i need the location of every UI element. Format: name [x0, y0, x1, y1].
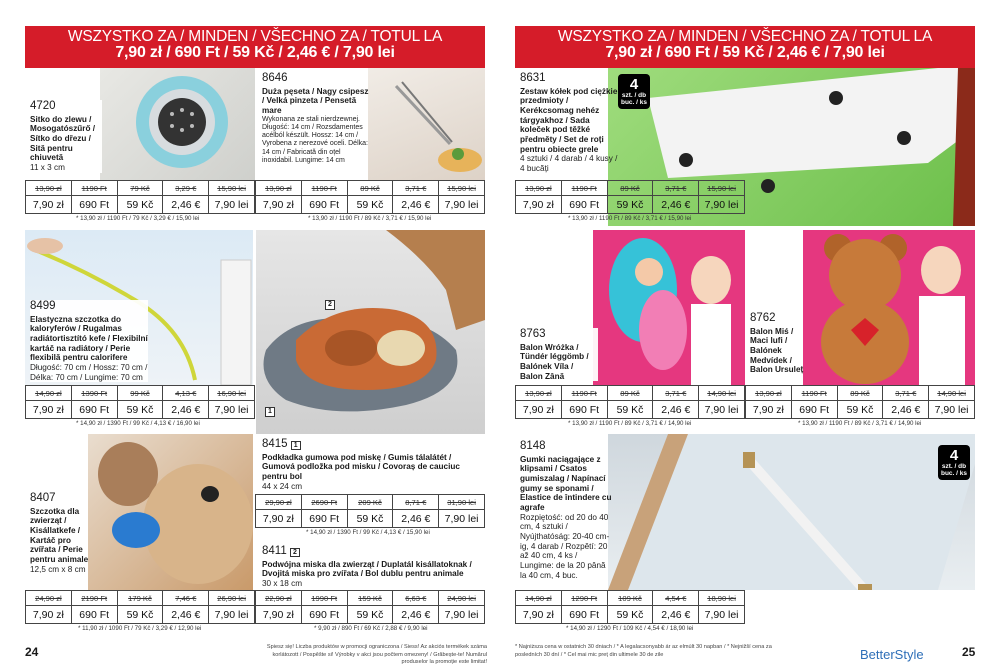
banner-line1: WSZYSTKO ZA / MINDEN / VŠECHNO ZA / TOTUL LA	[557, 28, 933, 45]
product-code: 8411 2	[262, 545, 485, 559]
product-name: Balon Wróżka / Tündér léggömb / Balónek Víla / Balon Zână	[520, 342, 589, 381]
product-code: 8499	[30, 300, 56, 312]
banner-line2: 7,90 zł / 690 Ft / 59 Kč / 2,46 € / 7,90 lei	[115, 44, 395, 62]
photo-tag-1: 1	[265, 407, 275, 417]
product-name: Podwójna miska dla zwierząt / Duplatál kisállatoknak / Dvojitá miska pro zvířata / Bol dublu pentru animale	[262, 559, 472, 579]
product-name: Duża pęseta / Nagy csipesz / Velká pinzeta / Pensetă mare	[262, 86, 369, 115]
fairy-balloon-image	[593, 230, 745, 385]
price-table-4720: 13,90 zł 1190 Ft 79 Kč 3,29 € 15,90 lei 7,90 zł 690 Ft 59 Kč 2,46 € 7,90 lei	[25, 180, 255, 214]
page-number-left: 24	[25, 645, 39, 659]
product-code: 8763	[520, 328, 546, 340]
dog-bowl-photo	[256, 230, 485, 434]
product-8646	[262, 72, 372, 165]
pet-brush-image	[88, 434, 253, 590]
sink-strainer-photo	[100, 68, 255, 180]
footnote-8762: * 13,90 zł / 1190 Ft / 89 Kč / 3,71 € / 14,90 lei	[798, 420, 922, 427]
product-code: 8631	[520, 72, 546, 84]
price-table-8762: 13,90 zł 1190 Ft 89 Kč 3,71 € 14,90 lei 7,90 zł 690 Ft 59 Kč 2,46 € 7,90 lei	[745, 385, 975, 419]
right-page	[500, 0, 1000, 667]
price-table-8646: 13,90 zł 1190 Ft 89 Kč 3,71 € 15,90 lei 7,90 zł 690 Ft 59 Kč 2,46 € 7,90 lei	[255, 180, 485, 214]
product-4720	[30, 100, 102, 173]
product-code: 8407	[30, 492, 56, 504]
price-table-8499: 14,90 zł 1390 Ft 99 Kč 4,13 € 16,90 lei 7,90 zł 690 Ft 59 Kč 2,46 € 7,90 lei	[25, 385, 255, 419]
product-8763	[520, 328, 598, 381]
product-code: 8148	[520, 440, 546, 452]
footnote-8646: * 13,90 zł / 1190 Ft / 89 Kč / 3,71 € / 15,90 lei	[308, 215, 432, 222]
product-8148	[520, 440, 612, 580]
product-name: Balon Miś / Maci lufi / Balónek Medvídek / Balon Ursuleț	[750, 326, 804, 375]
product-name: Gumki naciągające z klipsami / Csatos gumiszalag / Napínací gumy se sponami / Elastice de întindere cu agrafe	[520, 454, 612, 512]
product-desc: Wykonana ze stali nierdzewnej. Długość: 14 cm / Rozsdamentes acélból készült. Hossz: 14 cm / Vyrobena z nerezové oceli. Délka: 14 cm / Fabricată din oțel inoxidabil. Lungime: 14 cm	[262, 115, 368, 164]
product-name: Elastyczna szczotka do kaloryferów / Rugalmas radiátortisztító kefe / Flexibilní kartáč na radiátory / Perie flexibilă pentru calorifere	[30, 314, 148, 363]
product-desc: 12,5 cm x 8 cm	[30, 564, 86, 574]
product-code: 8762	[750, 312, 776, 324]
photo-tag-2: 2	[325, 300, 335, 310]
footnote-8415: * 14,90 zł / 1390 Ft / 99 Kč / 4,13 € / 15,90 lei	[306, 529, 430, 536]
bed-sheet-clips-photo	[608, 434, 975, 590]
footnote-8407: * 11,90 zł / 1090 Ft / 79 Kč / 3,29 € / 12,90 lei	[78, 625, 202, 632]
footnote-8411: * 9,90 zł / 890 Ft / 69 Kč / 2,88 € / 9,90 lei	[314, 625, 428, 632]
banner-line1: WSZYSTKO ZA / MINDEN / VŠECHNO ZA / TOTUL LA	[67, 28, 443, 45]
footnote-8631: * 13,90 zł / 1190 Ft / 89 Kč / 3,71 € / 15,90 lei	[568, 215, 692, 222]
product-code: 4720	[30, 100, 56, 112]
dog-bowl-image	[256, 230, 485, 434]
product-8631	[520, 72, 620, 174]
banner-line2: 7,90 zł / 690 Ft / 59 Kč / 2,46 € / 7,90 lei	[605, 44, 885, 62]
bear-balloon-photo	[803, 230, 975, 385]
product-desc: Długość: 70 cm / Hossz: 70 cm / Délka: 70 cm / Lungime: 70 cm	[30, 362, 148, 382]
tweezers-image	[368, 68, 485, 180]
price-table-8148: 14,90 zł 1290 Ft 109 Kč 4,54 € 18,90 lei 7,90 zł 690 Ft 59 Kč 2,46 € 7,90 lei	[515, 590, 745, 624]
brand-logo: BetterStyle	[860, 647, 924, 662]
pet-brush-photo	[88, 434, 253, 590]
bed-sheet-clips-image	[608, 434, 975, 590]
footnote-8148: * 14,90 zł / 1290 Ft / 109 Kč / 4,54 € / 18,90 lei	[566, 625, 694, 632]
product-desc: 30 x 18 cm	[262, 578, 303, 588]
product-name: Podkładka gumowa pod miskę / Gumis tálalátét / Gumová podložka pod misku / Covoraș de cauciuc pentru bol	[262, 452, 460, 481]
footnote-8499: * 14,90 zł / 1390 Ft / 99 Kč / 4,13 € / 16,90 lei	[76, 420, 200, 427]
tweezers-photo	[368, 68, 485, 180]
quantity-badge-8631: 4 szt. / db buc. / ks	[618, 74, 650, 109]
bear-balloon-image	[803, 230, 975, 385]
product-name: Zestaw kółek pod ciężkie przedmioty / Kerékcsomag nehéz tárgyakhoz / Sada koleček pod těžké předměty / Set de roți pentru obiecte grele	[520, 86, 618, 154]
product-code: 8646	[262, 72, 288, 84]
price-table-8631: 13,90 zł 1190 Ft 89 Kč 3,71 € 15,90 lei 7,90 zł 690 Ft 59 Kč 2,46 € 7,90 lei	[515, 180, 745, 214]
price-banner	[515, 26, 975, 68]
sink-strainer-image	[100, 68, 255, 180]
product-8407	[30, 492, 90, 574]
product-8411	[262, 545, 485, 589]
footnote-4720: * 13,90 zł / 1190 Ft / 79 Kč / 3,29 € / 15,90 lei	[76, 215, 200, 222]
footnote-8763: * 13,90 zł / 1190 Ft / 89 Kč / 3,71 € / 14,90 lei	[568, 420, 692, 427]
product-name: Sitko do zlewu / Mosogatószűrő / Sítko do dřezu / Sită pentru chiuvetă	[30, 114, 96, 163]
product-desc: 11 x 3 cm	[30, 162, 65, 172]
fairy-balloon-photo	[593, 230, 745, 385]
product-8762	[750, 312, 805, 375]
footer-right: * Najniższa cena w ostatnich 30 dniach / * A legalacsonyabb ár az elmúlt 30 napban / * Nejnižší cena za posledních 30 dní / * Cel mai mic preț din ultimele 30 de zile	[515, 644, 772, 658]
quantity-badge-8148: 4 szt. / db buc. / ks	[938, 445, 970, 480]
product-code: 8415 1	[262, 438, 485, 452]
price-table-8415: 29,90 zł 2690 Ft 209 Kč 8,71 € 31,90 lei 7,90 zł 690 Ft 59 Kč 2,46 € 7,90 lei	[255, 494, 485, 528]
price-table-8763: 13,90 zł 1190 Ft 89 Kč 3,71 € 14,90 lei 7,90 zł 690 Ft 59 Kč 2,46 € 7,90 lei	[515, 385, 745, 419]
price-table-8411: 22,90 zł 1990 Ft 159 Kč 6,63 € 24,90 lei 7,90 zł 690 Ft 59 Kč 2,46 € 7,90 lei	[255, 590, 485, 624]
footer-left: Spiesz się! Liczba produktów w promocji ograniczona / Siess! Az akciós termékek száma korlátozott / Pospěšte si! Výrobky v akci jsou počtem omezeny! / Grăbește-te! Numărul produselor la promoție este limitat!	[266, 644, 487, 666]
product-desc: Rozpiętość: od 20 do 40 cm, 4 sztuki / Nyújthatóság: 20-40 cm-ig, 4 darab / Rozpětí: 20 až 40 cm, 4 ks / Lungime: de la 20 până la 40 cm, 4 buc.	[520, 512, 610, 580]
price-banner	[25, 26, 485, 68]
price-table-8407: 24,90 zł 2190 Ft 179 Kč 7,46 € 26,90 lei 7,90 zł 690 Ft 59 Kč 2,46 € 7,90 lei	[25, 590, 255, 624]
product-desc: 4 sztuki / 4 darab / 4 kusy / 4 bucăți	[520, 154, 618, 173]
page-number-right: 25	[962, 645, 976, 659]
product-desc: 44 x 24 cm	[262, 481, 303, 491]
product-name: Szczotka dla zwierząt / Kisállatkefe / Kartáč pro zvířata / Perie pentru animale	[30, 506, 89, 564]
product-8415	[262, 438, 485, 491]
product-8499	[30, 300, 148, 382]
